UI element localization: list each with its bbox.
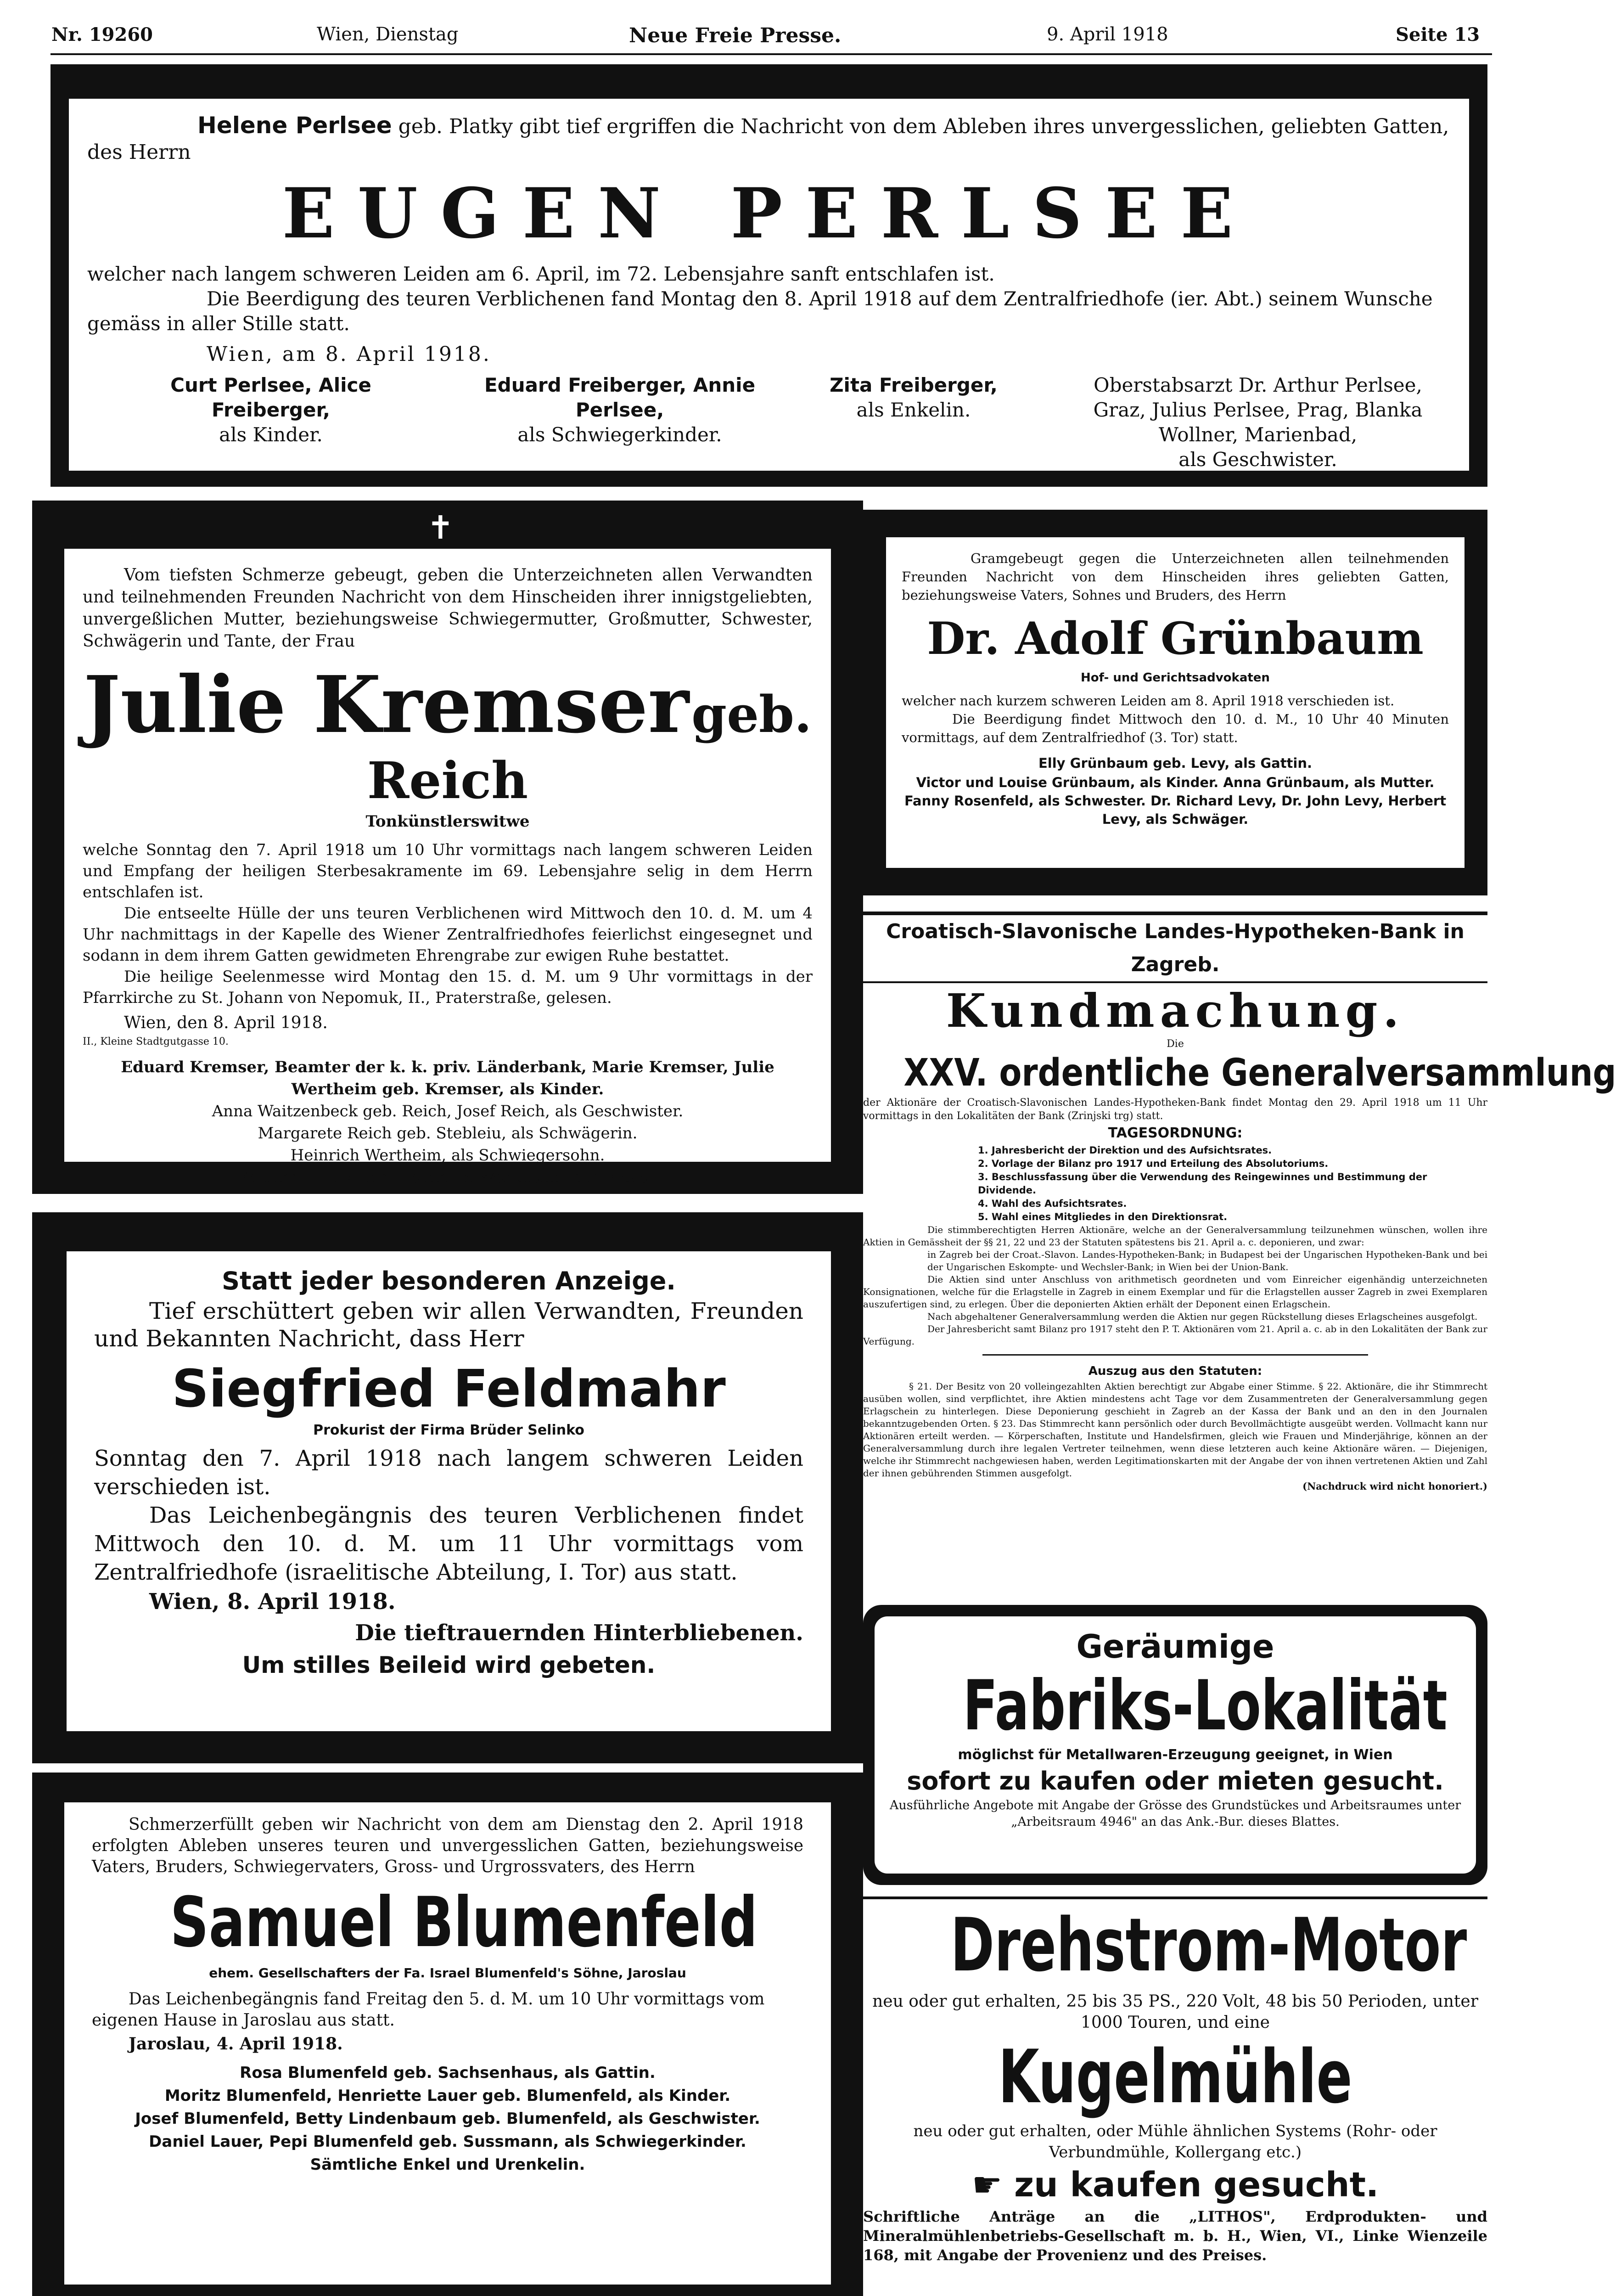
kremser-sig1: Eduard Kremser, Beamter der k. k. priv. Länderbank, Marie Kremser, Julie Wertheim geb. Kremser, als Kinder. xyxy=(121,1058,774,1098)
feldmahr-profession: Prokurist der Firma Brüder Selinko xyxy=(313,1422,584,1438)
blumenfeld-sig3: Josef Blumenfeld, Betty Lindenbaum geb. Blumenfeld, als Geschwister. xyxy=(135,2110,760,2128)
kremser-sig4: Heinrich Wertheim, als Schwiegersohn. xyxy=(290,1146,605,1165)
perlsee-col-children: Curt Perlsee, Alice Freiberger, als Kinder. xyxy=(170,374,371,446)
fabrik-action: sofort zu kaufen oder mieten gesucht. xyxy=(907,1767,1444,1795)
bank-agenda-item: 1. Jahresbericht der Direktion und des Aufsichtsrates. xyxy=(978,1145,1272,1156)
blumenfeld-sig1: Rosa Blumenfeld geb. Sachsenhaus, als Gattin. xyxy=(240,2064,656,2082)
perlsee-col-siblings: Oberstabsarzt Dr. Arthur Perlsee, Graz, Julius Perlsee, Prag, Blanka Wollner, Marienbad, als Geschwister. xyxy=(1093,374,1423,471)
bank-intro: der Aktionäre der Croatisch-Slavonischen Landes-Hypotheken-Bank findet Montag den 29. April 1918 um 11 Uhr vormittags in den Lokalitäten der Bank (Zrinjski trg) statt. xyxy=(863,1097,1487,1122)
issue-date: 9. April 1918 xyxy=(1047,24,1168,45)
gruenbaum-deceased: Dr. Adolf Grünbaum xyxy=(927,613,1424,664)
motor-text3: Schriftliche Anträge an die „LITHOS", Erdprodukten- und Mineralmühlenbetriebs-Gesellschaft m. b. H., Wien, VI., Linke Wienzeile 168, mit Angabe der Provenienz und des Preises. xyxy=(863,2208,1487,2264)
bank-top-rule xyxy=(863,912,1487,915)
motor-title1: Drehstrom-Motor xyxy=(950,1902,1467,1988)
header-rule xyxy=(50,53,1492,55)
issue-number: Nr. 19260 xyxy=(51,24,153,45)
bank-statutes: § 21. Der Besitz von 20 volleingezahlten Aktien berechtigt zur Abgabe einer Stimme. § 22. Aktionäre, die ihr Stimmrecht ausüben wollen, sind verpflichtet, ihre Aktien mindestens acht Tage vor dem Zusammentreten der Generalversammlung gegen Erlagschein zu hinterlegen. Diese Deponierung geschieht in Zagreb an der Kassa der Bank und an den in den Journalen bekanntzugebenden Orten. § 23. Das Stimmrecht kann persönlich oder durch Bevollmächtigte ausgeübt werden. Vollmacht kann nur Aktionären erteilt werden. — Körperschaften, Institute und Handelsfirmen, gleich wie Frauen und Minderjährige, können an der Generalversammlung durch ihre legalen Vertreter teilnehmen, wenn diese letzteren auch keine Aktionäre wären. — Diejenigen, welche ihr Stimmrecht nachgewiesen haben, werden Legitimationskarten mit der Angabe der von ihnen vertretenen Aktien und Zahl der ihnen gebührenden Stimmen ausgefolgt. xyxy=(863,1381,1487,1479)
motor-text2: neu oder gut erhalten, oder Mühle ähnlichen Systems (Rohr- oder Verbundmühle, Kollergang etc.) xyxy=(913,2122,1437,2161)
kremser-text2: Die entseelte Hülle der uns teuren Verblichenen wird Mittwoch den 10. d. M. um 4 Uhr nachmittags in der Kapelle des Wiener Zentralfriedhofes feierlichst eingesegnet und sodann in dem ihrem Gatten gewidmeten Ehrengrabe zur ewigen Ruhe bestattet. xyxy=(83,904,813,965)
notice-feldmahr xyxy=(67,1251,831,1731)
blumenfeld-deceased: Samuel Blumenfeld xyxy=(170,1883,758,1963)
gruenbaum-sig2: Victor und Louise Grünbaum, als Kinder. Anna Grünbaum, als Mutter. Fanny Rosenfeld, als Schwester. Dr. Richard Levy, Dr. John Levy, Herbert Levy, als Schwäger. xyxy=(904,775,1447,827)
kremser-address: II., Kleine Stadtgutgasse 10. xyxy=(83,1036,229,1047)
motor-title2: Kugelmühle xyxy=(998,2034,1352,2120)
gruenbaum-text1: welcher nach kurzem schweren Leiden am 8. April 1918 verschieden ist. xyxy=(902,693,1395,709)
kremser-sig5: Eduard, Julie und Heinrich Wertheim, als Enkel. xyxy=(236,1168,660,1187)
motor-action-line xyxy=(863,2163,1487,2207)
feldmahr-heading: Statt jeder besonderen Anzeige. xyxy=(222,1266,676,1295)
page-number: Seite 13 xyxy=(1396,24,1480,45)
perlsee-text1: welcher nach langem schweren Leiden am 6. April, im 72. Lebensjahre sanft entschlafen ist. xyxy=(87,263,995,285)
bank-title: XXV. ordentliche Generalversammlung xyxy=(903,1051,1616,1095)
kremser-deceased: Julie Kremser xyxy=(83,659,690,751)
kremser-place-date: Wien, den 8. April 1918. xyxy=(124,1013,328,1032)
bank-statutes-title: Auszug aus den Statuten: xyxy=(1088,1364,1262,1378)
feldmahr-text2: Das Leichenbegängnis des teuren Verblichenen findet Mittwoch den 10. d. M. um 11 Uhr vormittags vom Zentralfriedhofe (israelitische Abteilung, I. Tor) aus statt. xyxy=(94,1503,803,1585)
perlsee-col-grandchild: Zita Freiberger, als Enkelin. xyxy=(830,374,998,421)
perlsee-deceased-name: EUGEN PERLSEE xyxy=(282,173,1256,254)
notice-kremser xyxy=(64,549,831,1187)
bank-footer: (Nachdruck wird nicht honoriert.) xyxy=(1302,1480,1487,1492)
bank-name: Croatisch-Slavonische Landes-Hypotheken-Bank in Zagreb. xyxy=(886,920,1464,976)
perlsee-widow: Helene Perlsee xyxy=(197,112,392,139)
kremser-name-line xyxy=(83,659,813,810)
ad-fabrik xyxy=(875,1616,1476,1874)
blumenfeld-sig2: Moritz Blumenfeld, Henriette Lauer geb. Blumenfeld, als Kinder. xyxy=(164,2087,731,2105)
notice-perlsee xyxy=(69,99,1469,471)
bank-agenda-title: TAGESORDNUNG: xyxy=(1108,1125,1243,1141)
gruenbaum-text2: Die Beerdigung findet Mittwoch den 10. d. M., 10 Uhr 40 Minuten vormittags, auf dem Zentralfriedhof (3. Tor) statt. xyxy=(902,711,1449,745)
kremser-sig3: Margarete Reich geb. Stebleiu, als Schwägerin. xyxy=(258,1124,638,1142)
bank-agenda-item: 2. Vorlage der Bilanz pro 1917 und Erteilung des Absolutoriums. xyxy=(978,1158,1329,1169)
perlsee-col-inlaws: Eduard Freiberger, Annie Perlsee, als Schwiegerkinder. xyxy=(484,374,756,446)
bank-body2: in Zagreb bei der Croat.-Slavon. Landes-Hypotheken-Bank; in Budapest bei der Ungarischen Hypotheken-Bank und bei der Ungarischen Eskompte- und Wechsler-Bank; in Wien bei der Union-Bank. xyxy=(927,1249,1487,1272)
bank-sep-rule xyxy=(982,1354,1368,1356)
kremser-signatures xyxy=(83,1056,813,1188)
gruenbaum-intro: Gramgebeugt gegen die Unterzeichneten allen teilnehmenden Freunden Nachricht von dem Hinscheiden ihres geliebten Gatten, beziehungsweise Vaters, Sohnes und Bruders, des Herrn xyxy=(902,551,1449,603)
bank-heading: Kundmachung. xyxy=(946,984,1405,1038)
gruenbaum-sig1: Elly Grünbaum geb. Levy, als Gattin. xyxy=(1038,755,1313,771)
bank-agenda xyxy=(863,1144,1487,1224)
kremser-profession: Tonkünstlerswitwe xyxy=(365,812,530,831)
feldmahr-signoff: Die tieftrauernden Hinterbliebenen. xyxy=(355,1620,803,1646)
bank-body5: Der Jahresbericht samt Bilanz pro 1917 steht den P. T. Aktionären vom 21. April a. c. ab in den Lokalitäten der Bank zur Verfügung. xyxy=(863,1323,1487,1347)
notice-gruenbaum xyxy=(886,537,1464,868)
ad-motor xyxy=(863,1896,1487,2296)
motor-text1: neu oder gut erhalten, 25 bis 35 PS., 220 Volt, 48 bis 50 Perioden, unter 1000 Touren, und eine xyxy=(872,1992,1478,2032)
perlsee-intro xyxy=(87,113,1451,165)
perlsee-text2: Die Beerdigung des teuren Verblichenen fand Montag den 8. April 1918 auf dem Zentralfriedhofe (ier. Abt.) seinem Wunsche gemäss in aller Stille statt. xyxy=(87,287,1433,335)
kremser-text1: welche Sonntag den 7. April 1918 um 10 Uhr vormittags nach langem schweren Leiden und Empfang der heiligen Sterbesakramente im 69. Lebensjahre selig in dem Herrn entschlafen ist. xyxy=(83,841,813,901)
fabrik-sub: möglichst für Metallwaren-Erzeugung geeignet, in Wien xyxy=(958,1747,1393,1763)
feldmahr-place-date: Wien, 8. April 1918. xyxy=(149,1589,396,1615)
feldmahr-deceased: Siegfried Feldmahr xyxy=(172,1359,726,1419)
fabrik-text: Ausführliche Angebote mit Angabe der Grösse des Grundstückes und Arbeitsraumes unter „Arbeitsraum 4946" an das Ank.-Bur. dieses Blattes. xyxy=(889,1798,1461,1829)
blumenfeld-text1: Das Leichenbegängnis fand Freitag den 5. d. M. um 10 Uhr vormittags vom eigenen Hause in Jaroslau aus statt. xyxy=(92,1990,765,2030)
kremser-sig2: Anna Waitzenbeck geb. Reich, Josef Reich, als Geschwister. xyxy=(212,1102,684,1120)
blumenfeld-signatures xyxy=(92,2061,803,2176)
fabrik-title: Fabriks-Lokalität xyxy=(963,1666,1448,1746)
bank-agenda-item: 3. Beschlussfassung über die Verwendung des Reingewinnes und Bestimmung der Dividende. xyxy=(978,1171,1427,1196)
feldmahr-request: Um stilles Beileid wird gebeten. xyxy=(242,1652,656,1678)
fabrik-line1: Geräumige xyxy=(1076,1628,1274,1666)
bank-body xyxy=(863,1224,1487,1348)
bank-agenda-item: 5. Wahl eines Mitgliedes in den Direktionsrat. xyxy=(978,1211,1228,1222)
gruenbaum-profession: Hof- und Gerichtsadvokaten xyxy=(1081,671,1270,685)
perlsee-place-date: Wien, am 8. April 1918. xyxy=(207,343,491,366)
blumenfeld-profession: ehem. Gesellschafters der Fa. Israel Blumenfeld's Söhne, Jaroslau xyxy=(209,1965,686,1981)
bank-body3: Die Aktien sind unter Anschluss von arithmetisch geordneten und vom Einreicher eigenhändig unterzeichneten Konsignationen, welche für die Erlagstelle in Zagreb in einem Exemplar und für die Erlagstellen ausser Zagreb in zwei Exemplaren auszufertigen sind, zu erlegen. Über die deponierten Aktien erhält der Deponent einen Erlagschein. xyxy=(863,1274,1487,1310)
notice-bank xyxy=(863,912,1616,1573)
bank-die: Die xyxy=(1167,1038,1184,1050)
feldmahr-text1: Sonntag den 7. April 1918 nach langem schweren Leiden verschieden ist. xyxy=(94,1446,803,1500)
bank-agenda-item: 4. Wahl des Aufsichtsrates. xyxy=(978,1198,1127,1209)
page-header xyxy=(0,0,1572,60)
blumenfeld-intro: Schmerzerfüllt geben wir Nachricht von dem am Dienstag den 2. April 1918 erfolgten Ableben unseres teuren und unvergesslichen Gatten, beziehungsweise Vaters, Bruders, Schwiegervaters, Gross- und Urgrossvaters, des Herrn xyxy=(92,1815,803,1876)
blumenfeld-sig4: Daniel Lauer, Pepi Blumenfeld geb. Sussmann, als Schwiegerkinder. xyxy=(149,2133,746,2151)
kremser-suffix: geb. Reich xyxy=(367,685,812,810)
bank-body4: Nach abgehaltener Generalversammlung werden die Aktien nur gegen Rückstellung dieses Erlagscheines ausgefolgt. xyxy=(927,1311,1478,1322)
kremser-text3: Die heilige Seelenmesse wird Montag den 15. d. M. um 9 Uhr vormittags in der Pfarrkirche zu St. Johann von Nepomuk, II., Praterstraße, gelesen. xyxy=(83,968,813,1007)
pointing-hand-icon: ☛ xyxy=(971,2165,1003,2205)
kremser-intro: Vom tiefsten Schmerze gebeugt, geben die Unterzeichneten allen Verwandten und teilnehmenden Freunden Nachricht von dem Hinscheiden ihrer innigstgeliebten, unvergeßlichen Mutter, beziehungsweise Schwiegermutter, Großmutter, Schwester, Schwägerin und Tante, der Frau xyxy=(83,566,813,651)
masthead: Neue Freie Presse. xyxy=(629,24,842,47)
motor-action: zu kaufen gesucht. xyxy=(1014,2165,1379,2205)
bank-body1: Die stimmberechtigten Herren Aktionäre, welche an der Generalversammlung teilzunehmen wünschen, wollen ihre Aktien in Gemässheit der §§ 21, 22 und 23 der Statuten spätestens bis 21. April a. c. deponieren, und zwar: xyxy=(863,1224,1487,1248)
blumenfeld-place-date: Jaroslau, 4. April 1918. xyxy=(129,2034,343,2054)
place-day: Wien, Dienstag xyxy=(317,24,459,45)
notice-blumenfeld xyxy=(64,1802,831,2285)
blumenfeld-sig5: Sämtliche Enkel und Urenkelin. xyxy=(310,2155,585,2174)
cross-icon: ✝ xyxy=(427,509,454,546)
perlsee-intro-text: geb. Platky gibt tief ergriffen die Nachricht von dem Ableben ihres unvergesslichen, geliebten Gatten, des Herrn xyxy=(87,115,1449,164)
feldmahr-intro: Tief erschüttert geben wir allen Verwandten, Freunden und Bekannten Nachricht, dass Herr xyxy=(94,1298,803,1352)
